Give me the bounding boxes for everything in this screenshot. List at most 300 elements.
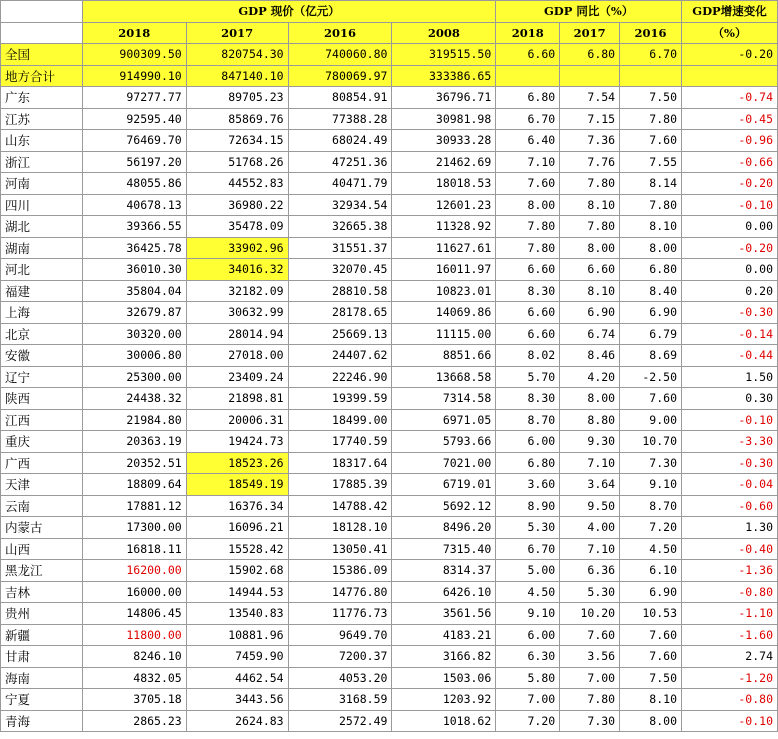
table-row [1,409,778,431]
table-row [1,87,778,109]
growth-value: 7.60 [620,130,682,152]
gdp-value: 4462.54 [186,667,288,689]
gdp-value: 25300.00 [82,366,186,388]
growth-value: 8.46 [560,345,620,367]
growth-change-value: -1.60 [682,624,778,646]
gdp-value: 34016.32 [186,259,288,281]
gdp-value: 5692.12 [392,495,496,517]
region-name: 甘肃 [1,646,83,668]
growth-value: 6.80 [560,44,620,66]
gdp-value: 36425.78 [82,237,186,259]
gdp-value: 21898.81 [186,388,288,410]
growth-value: 8.00 [620,710,682,732]
growth-value: 6.80 [496,452,560,474]
gdp-value: 6971.05 [392,409,496,431]
gdp-value: 14944.53 [186,581,288,603]
gdp-value: 8851.66 [392,345,496,367]
table-row [1,216,778,238]
growth-change-value: -1.10 [682,603,778,625]
growth-value: 9.50 [560,495,620,517]
growth-value: 6.90 [560,302,620,324]
gdp-value: 23409.24 [186,366,288,388]
gdp-value: 14069.86 [392,302,496,324]
gdp-value: 11800.00 [82,624,186,646]
growth-change-value: -1.36 [682,560,778,582]
growth-value: 8.00 [560,388,620,410]
growth-value: 8.10 [620,689,682,711]
table-row [1,452,778,474]
growth-change-value [682,65,778,87]
gdp-value: 31551.37 [288,237,392,259]
region-name: 天津 [1,474,83,496]
growth-value: 3.56 [560,646,620,668]
region-name: 陕西 [1,388,83,410]
growth-value [560,65,620,87]
table-row [1,517,778,539]
gdp-value: 1018.62 [392,710,496,732]
growth-value: 5.80 [496,667,560,689]
growth-value: 7.80 [620,108,682,130]
header-change: GDP增速变化 [682,1,778,23]
growth-value: 6.90 [620,581,682,603]
table-row [1,388,778,410]
gdp-value: 28014.94 [186,323,288,345]
header-change-unit: （%） [682,22,778,44]
growth-change-value: 1.30 [682,517,778,539]
growth-change-value: -0.10 [682,194,778,216]
growth-value: 5.00 [496,560,560,582]
table-row [1,710,778,732]
growth-value: 3.60 [496,474,560,496]
table-row [1,667,778,689]
gdp-value: 14788.42 [288,495,392,517]
gdp-value: 18549.19 [186,474,288,496]
growth-value: 7.80 [560,173,620,195]
gdp-value: 847140.10 [186,65,288,87]
growth-value: 4.20 [560,366,620,388]
gdp-value: 24438.32 [82,388,186,410]
growth-value: 8.69 [620,345,682,367]
region-name: 黑龙江 [1,560,83,582]
gdp-value: 4053.20 [288,667,392,689]
gdp-value: 19399.59 [288,388,392,410]
gdp-value: 89705.23 [186,87,288,109]
header-gdp-group: GDP 现价（亿元） [82,1,495,23]
gdp-value: 7200.37 [288,646,392,668]
gdp-value: 14806.45 [82,603,186,625]
gdp-value: 15902.68 [186,560,288,582]
growth-value: 8.10 [620,216,682,238]
growth-value: 8.70 [496,409,560,431]
growth-value: 3.64 [560,474,620,496]
growth-change-value: 0.30 [682,388,778,410]
gdp-value: 21462.69 [392,151,496,173]
gdp-value: 20006.31 [186,409,288,431]
growth-change-value: -0.96 [682,130,778,152]
growth-value: 6.70 [496,108,560,130]
growth-value: 6.60 [560,259,620,281]
region-name: 北京 [1,323,83,345]
gdp-value: 80854.91 [288,87,392,109]
growth-value: 7.50 [620,87,682,109]
growth-value: 8.90 [496,495,560,517]
table-row [1,538,778,560]
gdp-value: 97277.77 [82,87,186,109]
gdp-value: 2624.83 [186,710,288,732]
growth-value: 10.53 [620,603,682,625]
growth-value: 8.00 [560,237,620,259]
gdp-value: 16376.34 [186,495,288,517]
growth-value: 7.60 [496,173,560,195]
growth-value: 8.02 [496,345,560,367]
gdp-value: 7315.40 [392,538,496,560]
summary-row [1,44,778,66]
header-gdp-2017: 2017 [186,22,288,44]
region-name: 河北 [1,259,83,281]
gdp-value: 17881.12 [82,495,186,517]
header-growth-2018: 2018 [496,22,560,44]
growth-value: 5.30 [560,581,620,603]
gdp-value: 68024.49 [288,130,392,152]
growth-value: 10.20 [560,603,620,625]
gdp-value: 32665.38 [288,216,392,238]
header-growth-2016: 2016 [620,22,682,44]
gdp-value: 11328.92 [392,216,496,238]
gdp-value: 30006.80 [82,345,186,367]
gdp-value: 21984.80 [82,409,186,431]
gdp-value: 900309.50 [82,44,186,66]
growth-value: 6.80 [620,259,682,281]
table-row [1,560,778,582]
gdp-value: 47251.36 [288,151,392,173]
growth-value: 6.60 [496,302,560,324]
region-name: 江苏 [1,108,83,130]
growth-value: 6.70 [620,44,682,66]
gdp-value: 3168.59 [288,689,392,711]
table-row [1,151,778,173]
gdp-value: 11115.00 [392,323,496,345]
growth-value: 8.00 [496,194,560,216]
gdp-value: 32934.54 [288,194,392,216]
growth-change-value: -0.40 [682,538,778,560]
gdp-value: 18809.64 [82,474,186,496]
growth-value: 6.36 [560,560,620,582]
table-row [1,366,778,388]
region-name: 广东 [1,87,83,109]
region-name: 湖南 [1,237,83,259]
growth-value: 9.00 [620,409,682,431]
gdp-value: 77388.28 [288,108,392,130]
growth-value: 9.30 [560,431,620,453]
gdp-value: 85869.76 [186,108,288,130]
growth-value: 4.00 [560,517,620,539]
growth-value: 7.10 [496,151,560,173]
gdp-value: 32182.09 [186,280,288,302]
gdp-value: 51768.26 [186,151,288,173]
growth-value: 8.10 [560,194,620,216]
gdp-value: 15528.42 [186,538,288,560]
region-name: 安徽 [1,345,83,367]
gdp-value: 24407.62 [288,345,392,367]
growth-change-value: -0.10 [682,409,778,431]
growth-change-value: -0.60 [682,495,778,517]
gdp-value: 92595.40 [82,108,186,130]
gdp-value: 7314.58 [392,388,496,410]
growth-value: 10.70 [620,431,682,453]
growth-value: 7.00 [496,689,560,711]
growth-value: 6.00 [496,624,560,646]
gdp-value: 18018.53 [392,173,496,195]
growth-value: 5.70 [496,366,560,388]
gdp-value: 16000.00 [82,581,186,603]
region-name: 新疆 [1,624,83,646]
region-name: 地方合计 [1,65,83,87]
gdp-value: 3166.82 [392,646,496,668]
growth-value: 7.30 [620,452,682,474]
region-name: 江西 [1,409,83,431]
table-row [1,194,778,216]
growth-value: 7.20 [620,517,682,539]
growth-value: 7.80 [560,689,620,711]
region-name: 山西 [1,538,83,560]
region-name: 内蒙古 [1,517,83,539]
table-row [1,581,778,603]
table-row [1,173,778,195]
table-row [1,646,778,668]
growth-change-value: -0.20 [682,173,778,195]
gdp-value: 32679.87 [82,302,186,324]
growth-value: 6.60 [496,323,560,345]
header-row-1 [1,1,778,23]
gdp-value: 18523.26 [186,452,288,474]
gdp-value: 13540.83 [186,603,288,625]
growth-change-value: -0.80 [682,581,778,603]
region-name: 河南 [1,173,83,195]
gdp-value: 6426.10 [392,581,496,603]
growth-value: 8.30 [496,280,560,302]
gdp-value: 27018.00 [186,345,288,367]
growth-value: 6.60 [496,259,560,281]
gdp-value: 9649.70 [288,624,392,646]
gdp-value: 4183.21 [392,624,496,646]
growth-value: 9.10 [496,603,560,625]
growth-change-value: -1.20 [682,667,778,689]
header-growth-group: GDP 同比（%） [496,1,682,23]
growth-value: 7.55 [620,151,682,173]
growth-change-value: -0.80 [682,689,778,711]
region-name: 山东 [1,130,83,152]
gdp-value: 20352.51 [82,452,186,474]
growth-value: 8.70 [620,495,682,517]
table-row [1,302,778,324]
region-name: 浙江 [1,151,83,173]
gdp-value: 19424.73 [186,431,288,453]
gdp-value: 10881.96 [186,624,288,646]
gdp-value: 17885.39 [288,474,392,496]
growth-change-value: 1.50 [682,366,778,388]
region-name: 全国 [1,44,83,66]
growth-value: 7.54 [560,87,620,109]
gdp-value: 3705.18 [82,689,186,711]
gdp-value: 1203.92 [392,689,496,711]
growth-change-value: -0.30 [682,302,778,324]
gdp-value: 820754.30 [186,44,288,66]
gdp-value: 3561.56 [392,603,496,625]
growth-value: 4.50 [620,538,682,560]
growth-change-value: -0.74 [682,87,778,109]
corner-cell-2 [1,22,83,44]
growth-value: 7.76 [560,151,620,173]
growth-change-value: -0.10 [682,710,778,732]
growth-change-value: -0.45 [682,108,778,130]
region-name: 辽宁 [1,366,83,388]
region-name: 海南 [1,667,83,689]
header-gdp-2008: 2008 [392,22,496,44]
table-row [1,474,778,496]
growth-value: 7.60 [620,646,682,668]
growth-change-value: -0.30 [682,452,778,474]
table-row [1,689,778,711]
growth-value: 7.36 [560,130,620,152]
table-row [1,603,778,625]
growth-value: 6.30 [496,646,560,668]
growth-change-value: -0.20 [682,237,778,259]
table-row [1,108,778,130]
gdp-value: 2865.23 [82,710,186,732]
gdp-value: 39366.55 [82,216,186,238]
region-name: 青海 [1,710,83,732]
growth-value: 8.80 [560,409,620,431]
corner-cell [1,1,83,23]
growth-value: 8.40 [620,280,682,302]
gdp-value: 20363.19 [82,431,186,453]
growth-value: 8.00 [620,237,682,259]
growth-change-value: 0.20 [682,280,778,302]
region-name: 广西 [1,452,83,474]
region-name: 宁夏 [1,689,83,711]
gdp-value: 30632.99 [186,302,288,324]
growth-value: 6.90 [620,302,682,324]
region-name: 云南 [1,495,83,517]
growth-value: 6.70 [496,538,560,560]
gdp-value: 7021.00 [392,452,496,474]
table-row [1,624,778,646]
gdp-value: 28178.65 [288,302,392,324]
growth-change-value: -0.66 [682,151,778,173]
growth-change-value: -0.04 [682,474,778,496]
gdp-value: 11627.61 [392,237,496,259]
gdp-value: 40471.79 [288,173,392,195]
growth-change-value: -0.44 [682,345,778,367]
gdp-value: 5793.66 [392,431,496,453]
gdp-value: 35804.04 [82,280,186,302]
region-name: 上海 [1,302,83,324]
growth-change-value: 0.00 [682,259,778,281]
gdp-value: 15386.09 [288,560,392,582]
gdp-value: 25669.13 [288,323,392,345]
growth-value: 7.80 [620,194,682,216]
gdp-value: 30981.98 [392,108,496,130]
growth-value: 7.00 [560,667,620,689]
gdp-value: 40678.13 [82,194,186,216]
growth-value: 6.79 [620,323,682,345]
growth-value: 7.80 [496,237,560,259]
table-row [1,323,778,345]
gdp-value: 16011.97 [392,259,496,281]
gdp-value: 30933.28 [392,130,496,152]
table-row [1,495,778,517]
growth-value: 6.00 [496,431,560,453]
growth-value: 7.60 [620,388,682,410]
gdp-value: 914990.10 [82,65,186,87]
growth-change-value: -0.14 [682,323,778,345]
growth-value: 7.15 [560,108,620,130]
growth-value: 6.74 [560,323,620,345]
gdp-value: 13050.41 [288,538,392,560]
growth-value: 7.20 [496,710,560,732]
region-name: 吉林 [1,581,83,603]
region-name: 四川 [1,194,83,216]
growth-value: 7.10 [560,538,620,560]
gdp-value: 16096.21 [186,517,288,539]
gdp-value: 17740.59 [288,431,392,453]
growth-value: 9.10 [620,474,682,496]
gdp-value: 16818.11 [82,538,186,560]
gdp-value: 740060.80 [288,44,392,66]
growth-value: 7.50 [620,667,682,689]
gdp-value: 56197.20 [82,151,186,173]
gdp-value: 44552.83 [186,173,288,195]
growth-value: 4.50 [496,581,560,603]
gdp-value: 76469.70 [82,130,186,152]
growth-change-value: -0.20 [682,44,778,66]
gdp-value: 18499.00 [288,409,392,431]
growth-value: 6.80 [496,87,560,109]
gdp-value: 13668.58 [392,366,496,388]
gdp-value: 32070.45 [288,259,392,281]
table-row [1,237,778,259]
gdp-value: 36980.22 [186,194,288,216]
gdp-value: 35478.09 [186,216,288,238]
gdp-value: 18317.64 [288,452,392,474]
growth-value: 8.14 [620,173,682,195]
table-row [1,130,778,152]
growth-change-value: 2.74 [682,646,778,668]
growth-value [496,65,560,87]
gdp-value: 333386.65 [392,65,496,87]
header-row-2 [1,22,778,44]
table-row [1,345,778,367]
gdp-value: 30320.00 [82,323,186,345]
header-gdp-2018: 2018 [82,22,186,44]
region-name: 湖北 [1,216,83,238]
gdp-value: 3443.56 [186,689,288,711]
growth-value: 7.80 [496,216,560,238]
gdp-value: 28810.58 [288,280,392,302]
table-body [1,44,778,732]
gdp-value: 4832.05 [82,667,186,689]
growth-value: 7.60 [620,624,682,646]
growth-change-value: 0.00 [682,216,778,238]
growth-value: 8.30 [496,388,560,410]
gdp-value: 7459.90 [186,646,288,668]
header-gdp-2016: 2016 [288,22,392,44]
growth-value: 5.30 [496,517,560,539]
gdp-value: 48055.86 [82,173,186,195]
gdp-value: 16200.00 [82,560,186,582]
gdp-value: 36796.71 [392,87,496,109]
gdp-value: 780069.97 [288,65,392,87]
